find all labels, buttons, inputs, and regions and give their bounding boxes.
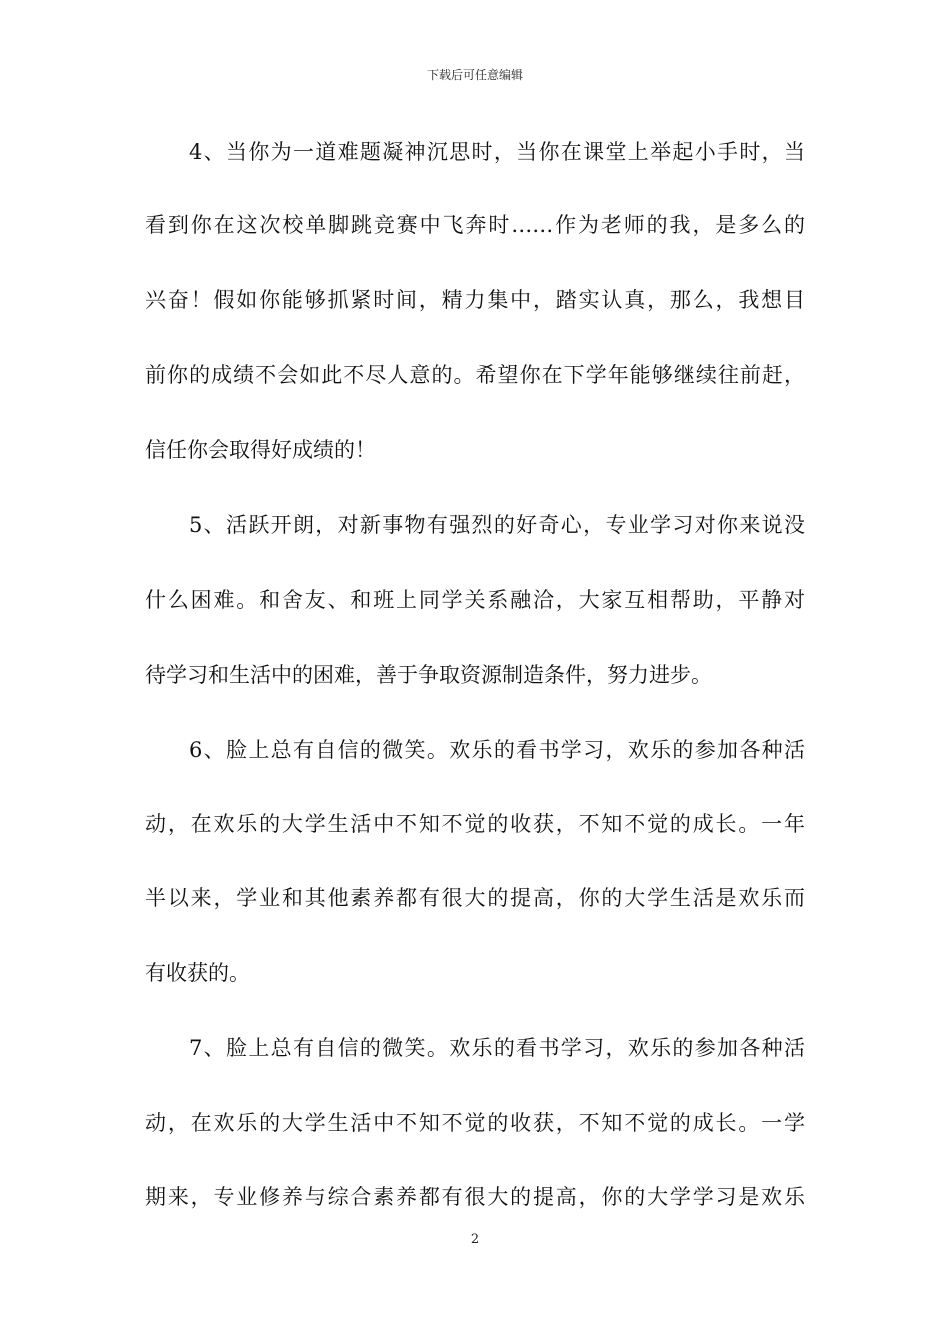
paragraph-4-line-2: 看到你在这次校单脚跳竞赛中飞奔时……作为老师的我，是多么的 [145, 213, 805, 237]
paragraph-6-line-1: 6、脸上总有自信的微笑。欢乐的看书学习，欢乐的参加各种活 [189, 738, 805, 762]
paragraph-5-line-1: 5、活跃开朗，对新事物有强烈的好奇心，专业学习对你来说没 [189, 513, 805, 537]
paragraph-6-line-4: 有收获的。 [145, 961, 250, 985]
paragraph-7-line-2: 动，在欢乐的大学生活中不知不觉的收获，不知不觉的成长。一学 [145, 1111, 805, 1135]
paragraph-4-line-5: 信任你会取得好成绩的！ [145, 438, 376, 462]
paragraph-4-line-1: 4、当你为一道难题凝神沉思时，当你在课堂上举起小手时，当 [189, 140, 805, 164]
page-number: 2 [470, 1232, 480, 1247]
paragraph-6-line-3: 半以来，学业和其他素养都有很大的提高，你的大学生活是欢乐而 [145, 886, 805, 910]
paragraph-4-line-4: 前你的成绩不会如此不尽人意的。希望你在下学年能够继续往前赶， [145, 363, 805, 387]
paragraph-5-line-2: 什么困难。和舍友、和班上同学关系融洽，大家互相帮助，平静对 [145, 588, 805, 612]
paragraph-5-line-3: 待学习和生活中的困难，善于争取资源制造条件，努力进步。 [145, 663, 712, 687]
paragraph-7-line-1: 7、脸上总有自信的微笑。欢乐的看书学习，欢乐的参加各种活 [189, 1036, 805, 1060]
paragraph-6-line-2: 动，在欢乐的大学生活中不知不觉的收获，不知不觉的成长。一年 [145, 812, 805, 836]
paragraph-4-line-3: 兴奋！假如你能够抓紧时间，精力集中，踏实认真，那么，我想目 [145, 288, 805, 312]
paragraph-7-line-3: 期来，专业修养与综合素养都有很大的提高，你的大学学习是欢乐 [145, 1185, 805, 1209]
page-header: 下载后可任意编辑 [426, 68, 523, 82]
